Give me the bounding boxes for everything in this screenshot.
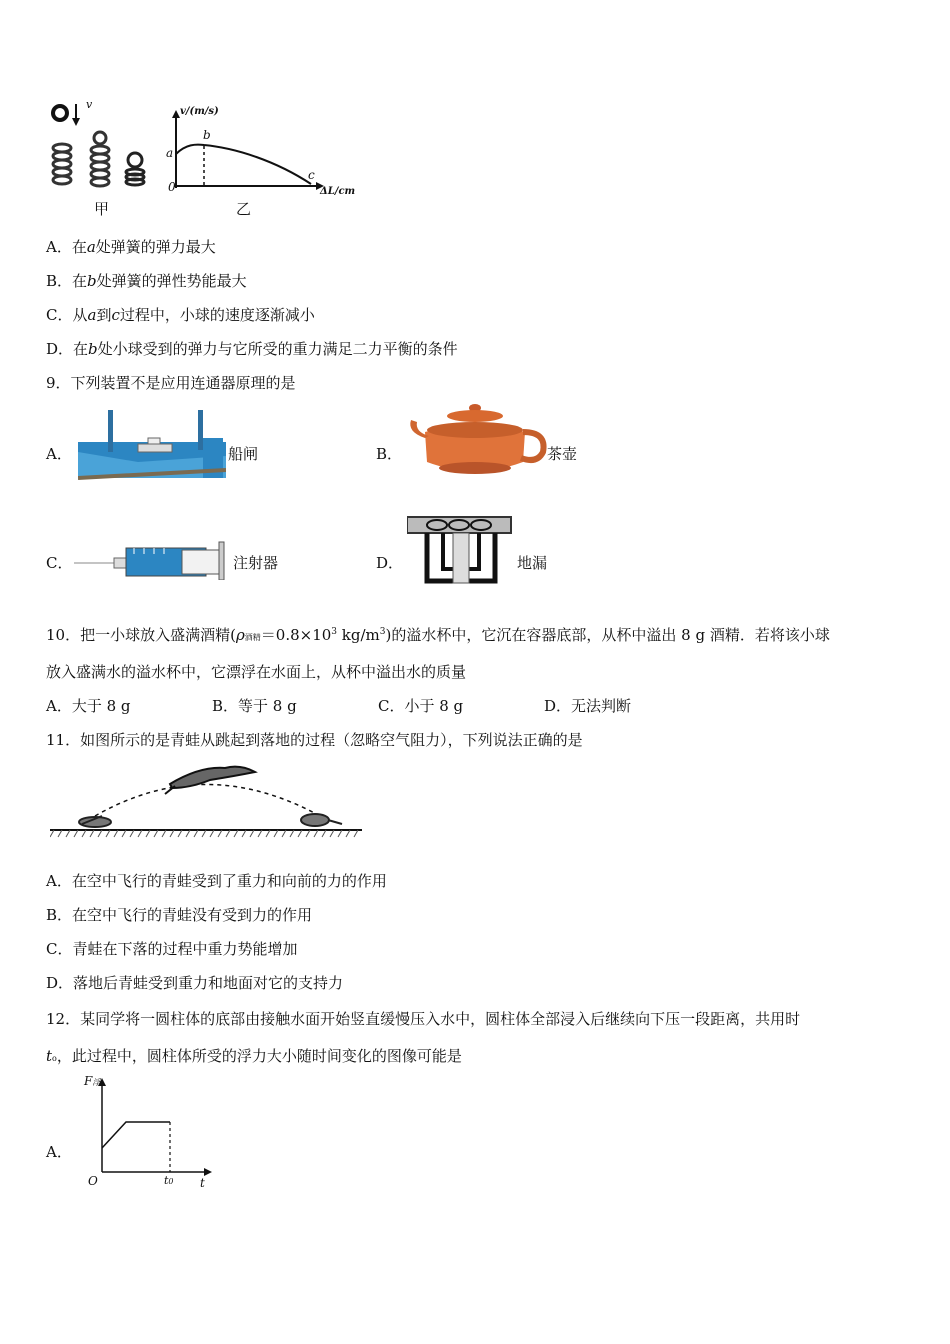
ship-lock-figure bbox=[78, 410, 226, 480]
spring-figure bbox=[46, 96, 366, 221]
q11-option-a[interactable]: A．在空中飞行的青蛙受到了重力和向前的力的作用 bbox=[46, 872, 387, 890]
graph-y-label: F浮 bbox=[84, 1074, 101, 1088]
graph-t0-label: t0 bbox=[164, 1174, 174, 1187]
spring-2-icon bbox=[91, 132, 109, 186]
q9-option-c[interactable]: C． bbox=[46, 554, 73, 572]
q11-option-d[interactable]: D．落地后青蛙受到重力和地面对它的支持力 bbox=[46, 974, 344, 992]
velocity-curve bbox=[176, 145, 311, 184]
frog-land-icon bbox=[301, 814, 342, 826]
teapot-figure bbox=[405, 402, 550, 482]
q9-stem: 9．下列装置不是应用连通器原理的是 bbox=[46, 374, 296, 392]
teapot-label: 茶壶 bbox=[547, 445, 578, 463]
q10-stem-line1: 10．把一小球放入盛满酒精(ρ酒精$=0.8\times 10^3$ $kg/m^3$)的溢水杯中，它沉在容器底部，从杯中溢出 8 g 酒精．若将该小球 bbox=[46, 626, 830, 644]
y-axis-label: v/(m/s) bbox=[180, 106, 219, 117]
jia-label: 甲 bbox=[94, 200, 110, 218]
point-c-label: c bbox=[308, 168, 315, 182]
q10-option-d[interactable]: D．无法判断 bbox=[544, 697, 632, 715]
q10-option-c[interactable]: C．小于 8 g bbox=[378, 697, 464, 715]
frog-start-icon bbox=[79, 816, 111, 827]
x-axis-label: ΔL/cm bbox=[320, 186, 356, 197]
q8-option-d[interactable]: D．在b处小球受到的弹力与它所受的重力满足二力平衡的条件 bbox=[46, 340, 458, 358]
q11-option-b[interactable]: B．在空中飞行的青蛙没有受到力的作用 bbox=[46, 906, 313, 924]
ship-lock-label: 船闸 bbox=[228, 445, 259, 463]
q12-option-a[interactable]: A． bbox=[46, 1143, 72, 1161]
q10-stem-line2: 放入盛满水的溢水杯中，它漂浮在水面上，从杯中溢出水的质量 bbox=[46, 663, 467, 681]
q10-option-a[interactable]: A．大于 8 g bbox=[46, 697, 131, 715]
q9-option-b[interactable]: B． bbox=[376, 445, 403, 463]
floor-drain-label: 地漏 bbox=[517, 554, 548, 572]
v-label: v bbox=[86, 98, 93, 111]
graph-origin-label: O bbox=[88, 1174, 98, 1188]
syringe-label: 注射器 bbox=[233, 554, 279, 572]
spring-3-icon bbox=[126, 153, 144, 185]
floor-drain-figure bbox=[407, 515, 515, 587]
buoyancy-curve bbox=[102, 1122, 170, 1148]
buoyancy-graph-a bbox=[80, 1072, 215, 1192]
origin-label: 0 bbox=[168, 180, 176, 194]
q9-option-a[interactable]: A． bbox=[46, 445, 72, 463]
q8-option-b[interactable]: B．在b处弹簧的弹性势能最大 bbox=[46, 272, 247, 290]
q11-stem: 11．如图所示的是青蛙从跳起到落地的过程（忽略空气阻力），下列说法正确的是 bbox=[46, 731, 583, 749]
q8-option-c[interactable]: C．从a到c过程中，小球的速度逐渐减小 bbox=[46, 306, 315, 324]
syringe-figure bbox=[74, 540, 232, 580]
frog-jump-figure bbox=[50, 758, 362, 840]
q11-option-c[interactable]: C．青蛙在下落的过程中重力势能增加 bbox=[46, 940, 298, 958]
q8-option-a[interactable]: A．在a处弹簧的弹力最大 bbox=[46, 238, 216, 256]
q10-option-b[interactable]: B．等于 8 g bbox=[212, 697, 297, 715]
falling-ball-icon bbox=[53, 106, 67, 120]
spring-1-icon bbox=[53, 144, 71, 184]
jump-trajectory bbox=[95, 785, 320, 817]
q12-stem-line1: 12．某同学将一圆柱体的底部由接触水面开始竖直缓慢压入水中，圆柱体全部浸入后继续向下压一段距离，共用时 bbox=[46, 1010, 801, 1028]
q9-option-d[interactable]: D． bbox=[376, 554, 404, 572]
point-a-label: a bbox=[166, 146, 174, 160]
q12-stem-line2: to，此过程中，圆柱体所受的浮力大小随时间变化的图像可能是 bbox=[46, 1047, 462, 1065]
frog-air-icon bbox=[165, 767, 255, 794]
graph-t-label: t bbox=[200, 1176, 205, 1190]
point-b-label: b bbox=[203, 128, 211, 142]
yi-label: 乙 bbox=[236, 200, 252, 218]
